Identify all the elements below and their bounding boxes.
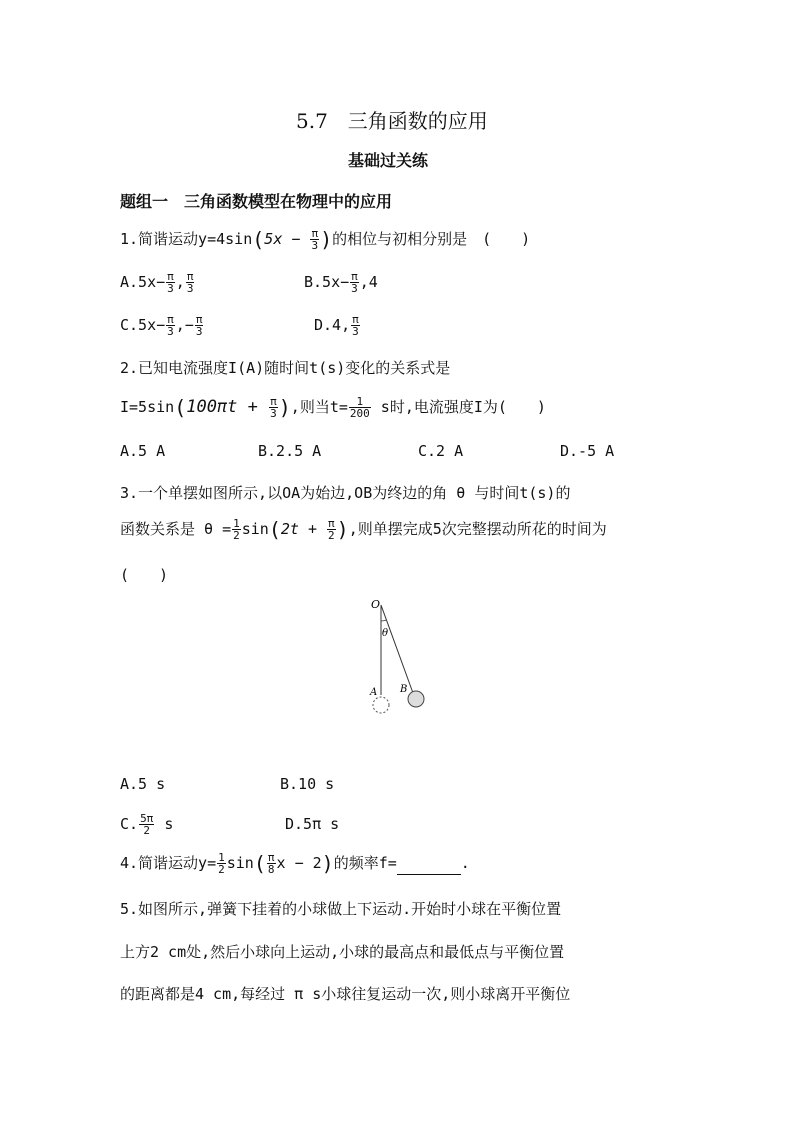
page-title: 5.7 三角函数的应用 [296, 109, 488, 133]
section-subtitle: 基础过关练 [348, 151, 429, 170]
question-3-option-d[interactable]: D.5π s [285, 815, 340, 833]
question-3-stem-line2: 函数关系是 θ = $\frac{1}{2}$ sin(2t + $\frac{\pi}{2}$ ),则单摆完成5次完整摆动所花的时间为 [120, 517, 607, 542]
question-2-option-c[interactable]: C.2 A [418, 442, 464, 460]
question-1-stem: 1.简谐运动y=4sin(5x − $\frac{\pi}{3}$ )的相位与初相分别是 ( ) [120, 227, 531, 252]
question-1-option-d[interactable]: D.4, $\frac{\pi}{3}$ [314, 313, 359, 338]
label-o: O [371, 598, 381, 611]
question-5-line2: 上方2 cm处,然后小球向上运动,小球的最高点和最低点与平衡位置 [120, 943, 565, 961]
question-2-option-b[interactable]: B.2.5 A [258, 442, 322, 460]
group-heading: 题组一 三角函数模型在物理中的应用 [120, 192, 393, 211]
pendulum-figure [360, 595, 440, 720]
question-4-stem: 4.简谐运动y= $\frac{1}{2}$ sin( $\frac{\pi}{8}$ x − 2)的频率f= . [120, 851, 470, 876]
question-5-line3: 的距离都是4 cm,每经过 π s小球往复运动一次,则小球离开平衡位 [120, 985, 571, 1003]
question-3-stem-line1: 3.一个单摆如图所示,以OA为始边,OB为终边的角 θ 与时间t(s)的 [120, 484, 571, 502]
question-1-option-a[interactable]: A.5x− $\frac{\pi}{3}$ , $\frac{\pi}{3}$ [120, 270, 194, 295]
question-3-option-c[interactable]: C. $\frac{5\pi}{2}$ s [120, 812, 174, 837]
label-theta: θ [382, 628, 389, 639]
string-ob [381, 605, 413, 693]
theta-arc [381, 620, 387, 621]
ball-a-position [373, 697, 389, 713]
question-2-option-a[interactable]: A.5 A [120, 442, 166, 460]
question-5-line1: 5.如图所示,弹簧下挂着的小球做上下运动.开始时小球在平衡位置 [120, 900, 562, 918]
answer-blank[interactable] [397, 860, 461, 875]
question-1-option-c[interactable]: C.5x− $\frac{\pi}{3}$ ,− $\frac{\pi}{3}$ [120, 313, 203, 338]
question-3-option-b[interactable]: B.10 s [280, 775, 335, 793]
question-1-option-b[interactable]: B.5x− $\frac{\pi}{3}$ ,4 [304, 270, 378, 295]
question-2-stem-line1: 2.已知电流强度I(A)随时间t(s)变化的关系式是 [120, 359, 451, 377]
question-2-option-d[interactable]: D.-5 A [560, 442, 615, 460]
question-2-stem-line2: I=5sin(100πt + $\frac{\pi}{3}$ ),则当t= $\frac{1}{200}$ s时,电流强度I为( ) [120, 395, 546, 420]
question-3-option-a[interactable]: A.5 s [120, 775, 166, 793]
ball-b [408, 691, 424, 707]
label-a: A [370, 687, 378, 698]
label-b: B [400, 684, 408, 695]
question-3-answer-paren: ( ) [120, 566, 169, 584]
